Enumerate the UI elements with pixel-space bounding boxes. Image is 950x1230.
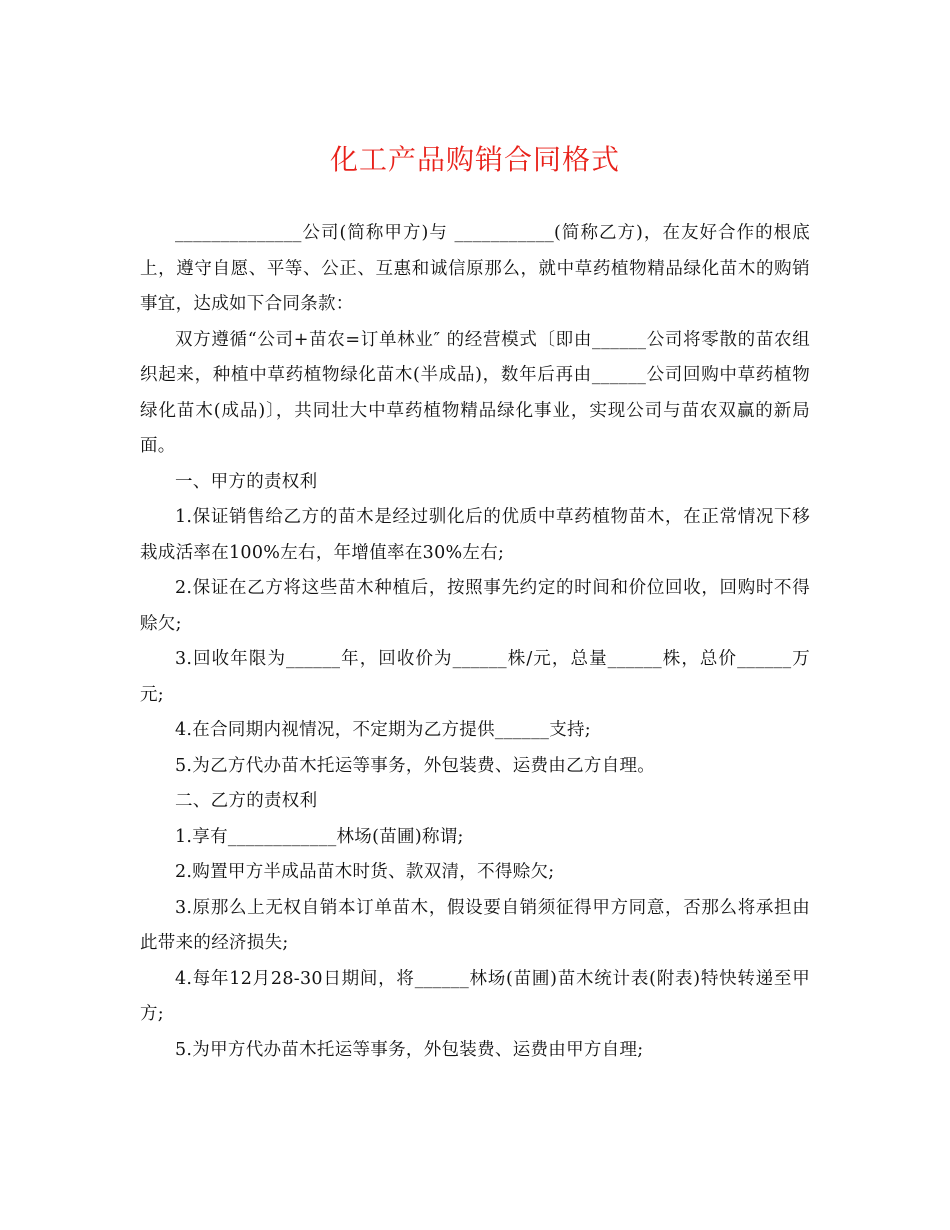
document-body	[140, 216, 810, 1068]
clause-b-2: 2.购置甲方半成品苗木时货、款双清，不得赊欠;	[175, 862, 555, 882]
clause-a-2: 2.保证在乙方将这些苗木种植后，按照事先约定的时间和价位回收，回购时不得赊欠;	[140, 578, 810, 634]
clause-b-3: 3.原那么上无权自销本订单苗木，假设要自销须征得甲方同意，否那么将承担由此带来的经济损失;	[140, 897, 810, 953]
clause-b-1: 1.享有____________林场(苗圃)称谓;	[175, 826, 464, 847]
section-heading-party-a: 一、甲方的责权利	[175, 471, 318, 492]
clause-a-5: 5.为乙方代办苗木托运等事务，外包装费、运费由乙方自理。	[175, 755, 656, 776]
section-heading-party-b: 二、乙方的责权利	[175, 791, 318, 811]
document-title: 化工产品购销合同格式	[329, 143, 620, 176]
clause-a-1: 1.保证销售给乙方的苗木是经过驯化后的优质中草药植物苗木，在正常情况下移栽成活率在100%左右，年增值率在30%左右;	[140, 507, 810, 563]
clause-b-4: 4.每年12月28-30日期间，将______林场(苗圃)苗木统计表(附表)特快转递至甲方;	[140, 968, 810, 1024]
paragraph-model: 双方遵循“公司+苗农=订单林业″ 的经营模式〔即由______公司将零散的苗农组织起来，种植中草药植物绿化苗木(半成品)，数年后再由______公司回购中草药植物绿化苗木(成品)〕，共同壮大中草药植物精品绿化事业，实现公司与苗农双赢的新局面。	[140, 329, 810, 456]
clause-a-4: 4.在合同期内视情况，不定期为乙方提供______支持;	[175, 720, 591, 740]
clause-a-3: 3.回收年限为______年，回收价为______株/元，总量______株，总价______万元;	[140, 649, 810, 705]
paragraph-intro: ______________公司(简称甲方)与 ___________(简称乙方)，在友好合作的根底上，遵守自愿、平等、公正、互惠和诚信原那么，就中草药植物精品绿化苗木的购销事宜，达成如下合同条款：	[140, 223, 810, 314]
clause-b-5: 5.为甲方代办苗木托运等事务，外包装费、运费由甲方自理;	[175, 1039, 644, 1060]
